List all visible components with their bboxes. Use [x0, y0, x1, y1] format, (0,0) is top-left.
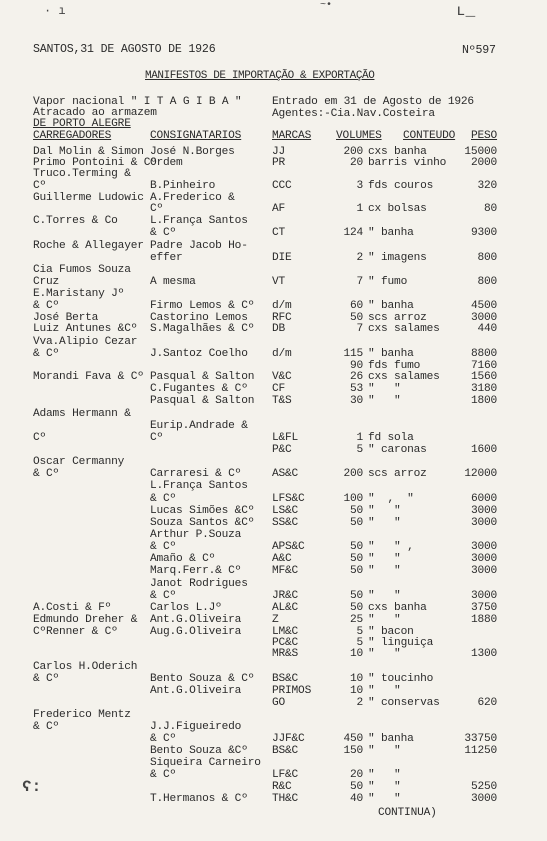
row-consignee: Lucas Simões &Cº: [150, 505, 255, 517]
row-consignee: Eurip.Andrade &: [150, 420, 248, 432]
row-shipper: Cº: [33, 432, 47, 444]
row-vol: 50: [349, 565, 363, 577]
row-content: " banha: [368, 227, 414, 239]
row-weight: 12000: [464, 468, 497, 480]
row-content: fds fumo: [368, 360, 421, 372]
row-content: " linguiça: [368, 637, 434, 649]
row-vol: 25: [349, 614, 363, 626]
row-vol: 7: [356, 323, 363, 335]
row-weight: 800: [477, 276, 497, 288]
row-vol: 50: [349, 590, 363, 602]
stray-mark: ~•: [320, 0, 333, 11]
row-content: " ": [368, 781, 401, 793]
row-vol: 7: [356, 276, 363, 288]
row-weight: 1600: [470, 444, 497, 456]
col-marks: MARCAS: [272, 130, 312, 142]
row-content: barris vinho: [368, 157, 447, 169]
row-weight: 7160: [470, 360, 497, 372]
row-content: fd sola: [368, 432, 414, 444]
row-content: " toucinho: [368, 673, 434, 685]
row-weight: 80: [483, 203, 497, 215]
row-vol: 30: [349, 395, 363, 407]
row-content: cxs salames: [368, 371, 440, 383]
row-content: " bacon: [368, 626, 414, 638]
stray-mark: ʕ:: [22, 778, 42, 796]
row-consignee: Siqueira Carneiro: [150, 757, 261, 769]
row-content: " ": [368, 769, 401, 781]
row-vol: 2: [356, 697, 363, 709]
row-weight: 1800: [470, 395, 497, 407]
row-vol: 90: [349, 360, 363, 372]
row-content: " ": [368, 648, 401, 660]
row-mark: DIE: [272, 252, 292, 264]
row-weight: 3000: [470, 505, 497, 517]
row-content: cxs banha: [368, 602, 427, 614]
row-content: " ": [368, 614, 401, 626]
row-mark: PR: [272, 157, 286, 169]
row-consignee: J.J.Figueiredo: [150, 721, 242, 733]
row-mark: T&S: [272, 395, 292, 407]
row-shipper: & Cº: [33, 673, 60, 685]
row-vol: 1: [356, 432, 363, 444]
row-content: " ": [368, 590, 401, 602]
row-vol: 50: [349, 517, 363, 529]
continued-note: CONTINUA): [378, 807, 437, 819]
row-weight: 1300: [470, 648, 497, 660]
row-consignee: Carraresi & Cº: [150, 468, 242, 480]
row-mark: TH&C: [272, 793, 299, 805]
col-consignees: CONSIGNATARIOS: [150, 130, 242, 142]
row-consignee: Pasqual & Salton: [150, 395, 255, 407]
row-consignee: L.França Santos: [150, 480, 248, 492]
row-mark: CF: [272, 383, 286, 395]
col-volumes: VOLUMES: [336, 130, 382, 142]
row-shipper: CºRenner & Cº: [33, 626, 118, 638]
row-consignee: B.Pinheiro: [150, 180, 216, 192]
row-consignee: Ant.G.Oliveira: [150, 614, 242, 626]
row-mark: JJ: [272, 146, 286, 158]
col-weight: PESO: [471, 130, 498, 142]
row-vol: 5: [356, 626, 363, 638]
row-mark: A&C: [272, 553, 292, 565]
row-content: " ": [368, 383, 401, 395]
row-mark: JJF&C: [272, 733, 305, 745]
row-shipper: E.Maristany Jº: [33, 288, 125, 300]
row-mark: MR&S: [272, 648, 299, 660]
row-consignee: Castorino Lemos: [150, 312, 248, 324]
row-shipper: Adams Hermann &: [33, 408, 131, 420]
row-shipper: A.Costi & Fº: [33, 602, 112, 614]
document-title: MANIFESTOS DE IMPORTAÇÃO & EXPORTAÇÃO: [145, 70, 375, 82]
row-consignee: Janot Rodrigues: [150, 578, 248, 590]
row-mark: APS&C: [272, 541, 305, 553]
row-shipper: Edmundo Dreher &: [33, 614, 138, 626]
row-consignee: Bento Souza & Cº: [150, 673, 255, 685]
row-weight: 3000: [470, 553, 497, 565]
row-weight: 3000: [470, 541, 497, 553]
row-shipper: Luiz Antunes &Cº: [33, 323, 138, 335]
row-consignee: Ant.G.Oliveira: [150, 685, 242, 697]
row-shipper: Primo Pontoini & Cº: [33, 157, 157, 169]
row-vol: 50: [349, 505, 363, 517]
row-weight: 320: [477, 180, 497, 192]
row-vol: 150: [343, 745, 363, 757]
row-vol: 50: [349, 553, 363, 565]
col-contents: CONTEUDO: [403, 130, 456, 142]
row-mark: d/m: [272, 300, 292, 312]
row-vol: 200: [343, 146, 363, 158]
row-weight: 6000: [470, 493, 497, 505]
row-weight: 1560: [470, 371, 497, 383]
row-mark: SS&C: [272, 517, 299, 529]
col-shippers: CARREGADORES: [33, 130, 112, 142]
row-mark: CCC: [272, 180, 292, 192]
row-consignee: A.Frederico &: [150, 192, 235, 204]
row-consignee: T.Hermanos & Cº: [150, 793, 248, 805]
row-shipper: & Cº: [33, 300, 60, 312]
row-shipper: Cº: [33, 180, 47, 192]
row-mark: P&C: [272, 444, 292, 456]
row-vol: 50: [349, 312, 363, 324]
row-consignee: L.França Santos: [150, 215, 248, 227]
row-mark: GO: [272, 697, 286, 709]
row-vol: 450: [343, 733, 363, 745]
vessel-name: Vapor nacional " I T A G I B A ": [33, 96, 242, 108]
row-consignee: S.Magalhães & Cº: [150, 323, 255, 335]
row-mark: PC&C: [272, 637, 299, 649]
row-consignee: effer: [150, 252, 183, 264]
row-shipper: José Berta: [33, 312, 99, 324]
row-shipper: Vva.Alipio Cezar: [33, 336, 138, 348]
row-content: " banha: [368, 733, 414, 745]
row-mark: MF&C: [272, 565, 299, 577]
row-shipper: Guillerme Ludowic: [33, 192, 144, 204]
row-shipper: Morandi Fava & Cº: [33, 371, 144, 383]
row-shipper: Frederico Mentz: [33, 709, 131, 721]
row-mark: d/m: [272, 348, 292, 360]
manifest-number: Nº597: [462, 44, 496, 57]
row-content: " ": [368, 553, 401, 565]
row-content: cxs salames: [368, 323, 440, 335]
row-vol: 5: [356, 637, 363, 649]
row-vol: 1: [356, 203, 363, 215]
row-content: " imagens: [368, 252, 427, 264]
row-consignee: & Cº: [150, 733, 177, 745]
row-content: " banha: [368, 348, 414, 360]
row-mark: LS&C: [272, 505, 299, 517]
row-content: cxs banha: [368, 146, 427, 158]
row-content: " ": [368, 395, 401, 407]
agents: Agentes:-Cia.Nav.Costeira: [272, 108, 435, 120]
row-weight: 15000: [464, 146, 497, 158]
row-consignee: Amaño & Cº: [150, 553, 216, 565]
row-mark: BS&C: [272, 745, 299, 757]
row-consignee: Cº: [150, 432, 164, 444]
row-content: " banha: [368, 300, 414, 312]
row-content: " ": [368, 505, 401, 517]
row-vol: 10: [349, 648, 363, 660]
row-mark: LF&C: [272, 769, 299, 781]
row-weight: 3750: [470, 602, 497, 614]
row-weight: 620: [477, 697, 497, 709]
row-weight: 5250: [470, 781, 497, 793]
entry-date: Entrado em 31 de Agosto de 1926: [272, 96, 474, 108]
row-vol: 26: [349, 371, 363, 383]
row-mark: LM&C: [272, 626, 299, 638]
row-vol: 50: [349, 602, 363, 614]
row-weight: 4500: [470, 300, 497, 312]
row-shipper: Dal Molin & Simon: [33, 146, 144, 158]
row-vol: 50: [349, 541, 363, 553]
row-content: scs arroz: [368, 312, 427, 324]
row-consignee: Souza Santos &Cº: [150, 517, 255, 529]
row-weight: 3000: [470, 565, 497, 577]
row-content: " ": [368, 685, 401, 697]
row-weight: 440: [477, 323, 497, 335]
row-shipper: Oscar Cermanny: [33, 456, 125, 468]
row-consignee: J.Santoz Coelho: [150, 348, 248, 360]
row-mark: Z: [272, 614, 279, 626]
row-consignee: Cº: [150, 203, 164, 215]
row-vol: 100: [343, 493, 363, 505]
stray-mark: ʟ_: [456, 2, 476, 20]
row-consignee: Firmo Lemos & Cº: [150, 300, 255, 312]
row-consignee: Pasqual & Salton: [150, 371, 255, 383]
row-weight: 11250: [464, 745, 497, 757]
row-content: scs arroz: [368, 468, 427, 480]
row-mark: L&FL: [272, 432, 299, 444]
place-date: SANTOS,31 DE AGOSTO DE 1926: [33, 43, 216, 56]
origin-port: DE PORTO ALEGRE: [33, 118, 131, 130]
row-consignee: Marq.Ferr.& Cº: [150, 565, 242, 577]
row-mark: RFC: [272, 312, 292, 324]
row-mark: BS&C: [272, 673, 299, 685]
row-content: " ": [368, 517, 401, 529]
row-content: " ": [368, 565, 401, 577]
row-content: " ": [368, 793, 401, 805]
row-shipper: Truco.Terming &: [33, 168, 131, 180]
row-consignee: Ordem: [150, 157, 183, 169]
row-vol: 10: [349, 685, 363, 697]
row-content: cx bolsas: [368, 203, 427, 215]
row-consignee: C.Fugantes & Cº: [150, 383, 248, 395]
row-consignee: Carlos L.Jº: [150, 602, 222, 614]
row-mark: DB: [272, 323, 286, 335]
row-content: " fumo: [368, 276, 408, 288]
row-weight: 800: [477, 252, 497, 264]
row-content: " ": [368, 745, 401, 757]
row-mark: AS&C: [272, 468, 299, 480]
row-mark: JR&C: [272, 590, 299, 602]
row-weight: 3000: [470, 590, 497, 602]
row-mark: VT: [272, 276, 286, 288]
row-consignee: Bento Souza &Cº: [150, 745, 248, 757]
row-mark: R&C: [272, 781, 292, 793]
row-shipper: Cia Fumos Souza: [33, 264, 131, 276]
row-shipper: & Cº: [33, 468, 60, 480]
row-weight: 9300: [470, 227, 497, 239]
row-vol: 5: [356, 444, 363, 456]
row-mark: AL&C: [272, 602, 299, 614]
row-consignee: Padre Jacob Ho-: [150, 240, 248, 252]
row-vol: 40: [349, 793, 363, 805]
row-vol: 124: [343, 227, 363, 239]
row-weight: 33750: [464, 733, 497, 745]
row-mark: V&C: [272, 371, 292, 383]
row-shipper: & Cº: [33, 721, 60, 733]
row-weight: 3000: [470, 517, 497, 529]
row-vol: 115: [343, 348, 363, 360]
row-consignee: & Cº: [150, 493, 177, 505]
row-vol: 50: [349, 781, 363, 793]
row-shipper: Roche & Allegayer: [33, 240, 144, 252]
row-weight: 3180: [470, 383, 497, 395]
row-consignee: & Cº: [150, 541, 177, 553]
berth: Atracado ao armazem: [33, 107, 157, 119]
row-shipper: C.Torres & Co: [33, 215, 118, 227]
row-content: fds couros: [368, 180, 434, 192]
row-content: " , ": [368, 493, 414, 505]
row-consignee: Aug.G.Oliveira: [150, 626, 242, 638]
row-vol: 60: [349, 300, 363, 312]
row-shipper: Cruz: [33, 276, 60, 288]
row-vol: 20: [349, 157, 363, 169]
row-weight: 8800: [470, 348, 497, 360]
row-content: " caronas: [368, 444, 427, 456]
row-vol: 3: [356, 180, 363, 192]
row-consignee: & Cº: [150, 590, 177, 602]
row-mark: AF: [272, 203, 286, 215]
row-weight: 2000: [470, 157, 497, 169]
row-weight: 3000: [470, 312, 497, 324]
row-shipper: & Cº: [33, 348, 60, 360]
row-consignee: A mesma: [150, 276, 196, 288]
row-mark: CT: [272, 227, 286, 239]
row-vol: 20: [349, 769, 363, 781]
row-vol: 53: [349, 383, 363, 395]
row-consignee: José N.Borges: [150, 146, 235, 158]
row-content: " conservas: [368, 697, 440, 709]
row-vol: 2: [356, 252, 363, 264]
row-consignee: & Cº: [150, 769, 177, 781]
row-content: " " ,: [368, 541, 414, 553]
row-shipper: Carlos H.Oderich: [33, 661, 138, 673]
row-vol: 200: [343, 468, 363, 480]
stray-mark: · ı: [44, 4, 66, 18]
row-consignee: Arthur P.Souza: [150, 529, 242, 541]
row-mark: LFS&C: [272, 493, 305, 505]
row-mark: PRIMOS: [272, 685, 312, 697]
row-consignee: & Cº: [150, 227, 177, 239]
row-weight: 3000: [470, 793, 497, 805]
row-vol: 10: [349, 673, 363, 685]
row-weight: 1880: [470, 614, 497, 626]
